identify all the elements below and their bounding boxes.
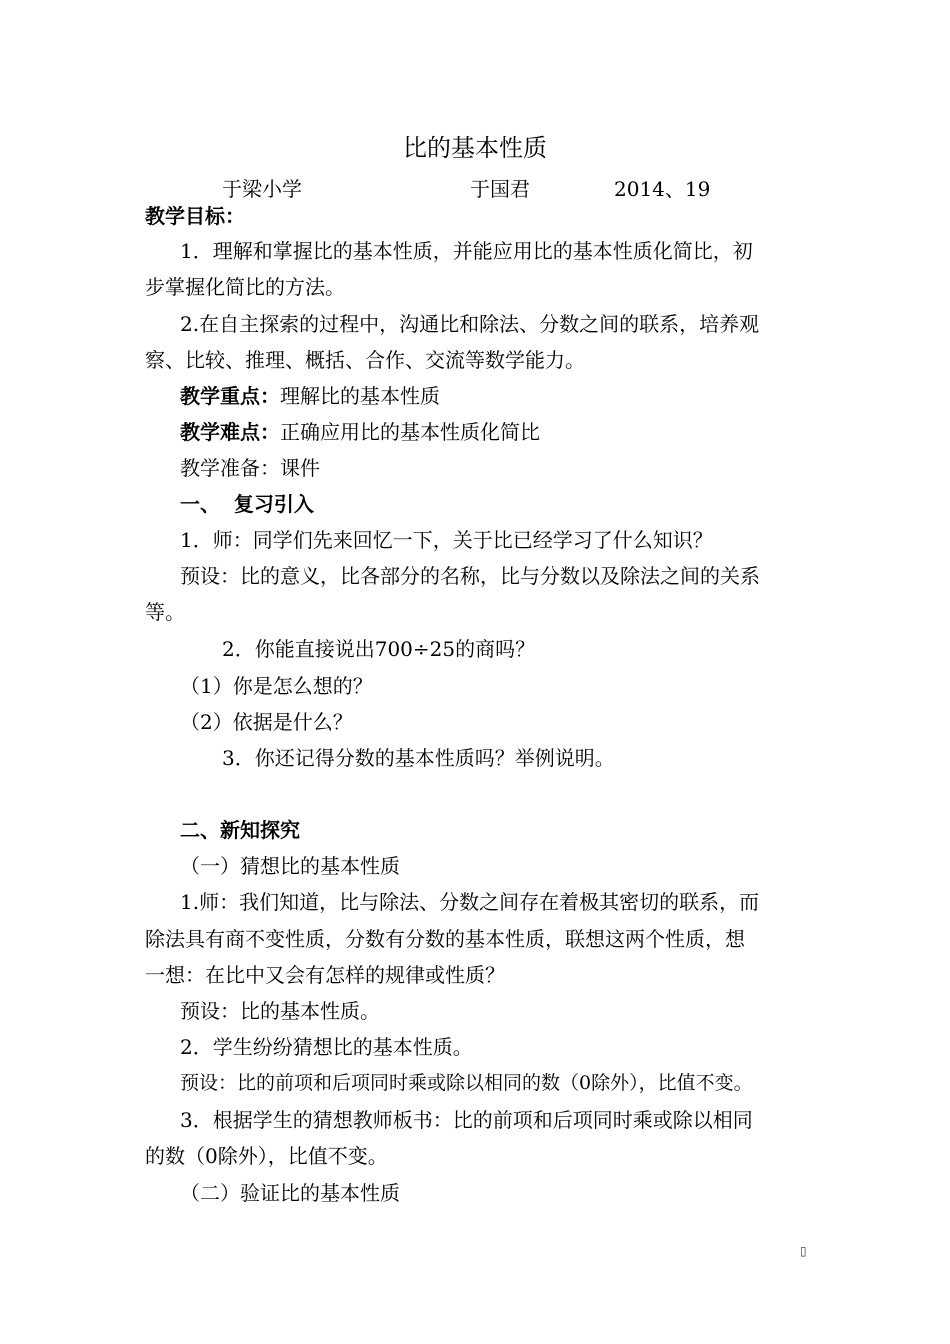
section-1-question-2b: （2）依据是什么？ [180, 710, 353, 734]
author-name: 于国君 [470, 177, 530, 201]
goal-1-line-2: 步掌握化简比的方法。 [145, 275, 345, 299]
author-school: 于梁小学 [222, 177, 302, 201]
difficulty-text: 正确应用比的基本性质化简比 [280, 420, 540, 444]
section-2-paragraph-1-line-2: 除法具有商不变性质，分数有分数的基本性质，联想这两个性质，想 [145, 927, 745, 951]
key-point-text: 理解比的基本性质 [280, 384, 440, 408]
section-2-subheading-2: （二）验证比的基本性质 [180, 1181, 400, 1205]
section-1-preset-line-2: 等。 [145, 600, 185, 624]
difficulty-point [180, 419, 540, 445]
document-title: 比的基本性质 [403, 134, 547, 162]
page-number: ▯ [800, 1244, 807, 1258]
section-2-paragraph-2: 2．学生纷纷猜想比的基本性质。 [180, 1035, 473, 1059]
section-1-preset-line-1: 预设：比的意义，比各部分的名称，比与分数以及除法之间的关系 [180, 564, 760, 588]
section-1-question-1: 1．师：同学们先来回忆一下，关于比已经学习了什么知识？ [180, 528, 713, 552]
section-2-heading: 二、新知探究 [180, 818, 300, 842]
teaching-preparation: 教学准备：课件 [180, 456, 320, 480]
goal-1-line-1: 1．理解和掌握比的基本性质，并能应用比的基本性质化简比，初 [180, 239, 753, 263]
section-2-paragraph-3-line-2: 的数（0除外），比值不变。 [145, 1144, 388, 1168]
section-2-paragraph-1-line-3: 一想：在比中又会有怎样的规律或性质？ [145, 963, 505, 987]
section-2-subheading-1: （一）猜想比的基本性质 [180, 854, 400, 878]
section-1-question-2a: （1）你是怎么想的？ [180, 674, 373, 698]
section-1-question-3: 3．你还记得分数的基本性质吗？举例说明。 [222, 746, 615, 770]
goal-2-line-2: 察、比较、推理、概括、合作、交流等数学能力。 [145, 348, 585, 372]
section-2-paragraph-1-line-1: 1.师：我们知道，比与除法、分数之间存在着极其密切的联系，而 [180, 890, 760, 914]
key-point [180, 383, 440, 409]
section-1-heading: 一、 复习引入 [180, 492, 314, 516]
goals-heading: 教学目标： [145, 204, 245, 228]
document-date: 2014、19 [614, 177, 711, 201]
section-1-question-2: 2．你能直接说出700÷25的商吗？ [222, 637, 536, 661]
section-2-preset-2: 预设：比的前项和后项同时乘或除以相同的数（0除外），比值不变。 [180, 1072, 753, 1094]
section-2-preset-1: 预设：比的基本性质。 [180, 999, 380, 1023]
key-point-label: 教学重点： [180, 384, 280, 408]
section-2-paragraph-3-line-1: 3．根据学生的猜想教师板书：比的前项和后项同时乘或除以相同 [180, 1108, 753, 1132]
goal-2-line-1: 2.在自主探索的过程中，沟通比和除法、分数之间的联系，培养观 [180, 312, 760, 336]
difficulty-label: 教学难点： [180, 420, 280, 444]
